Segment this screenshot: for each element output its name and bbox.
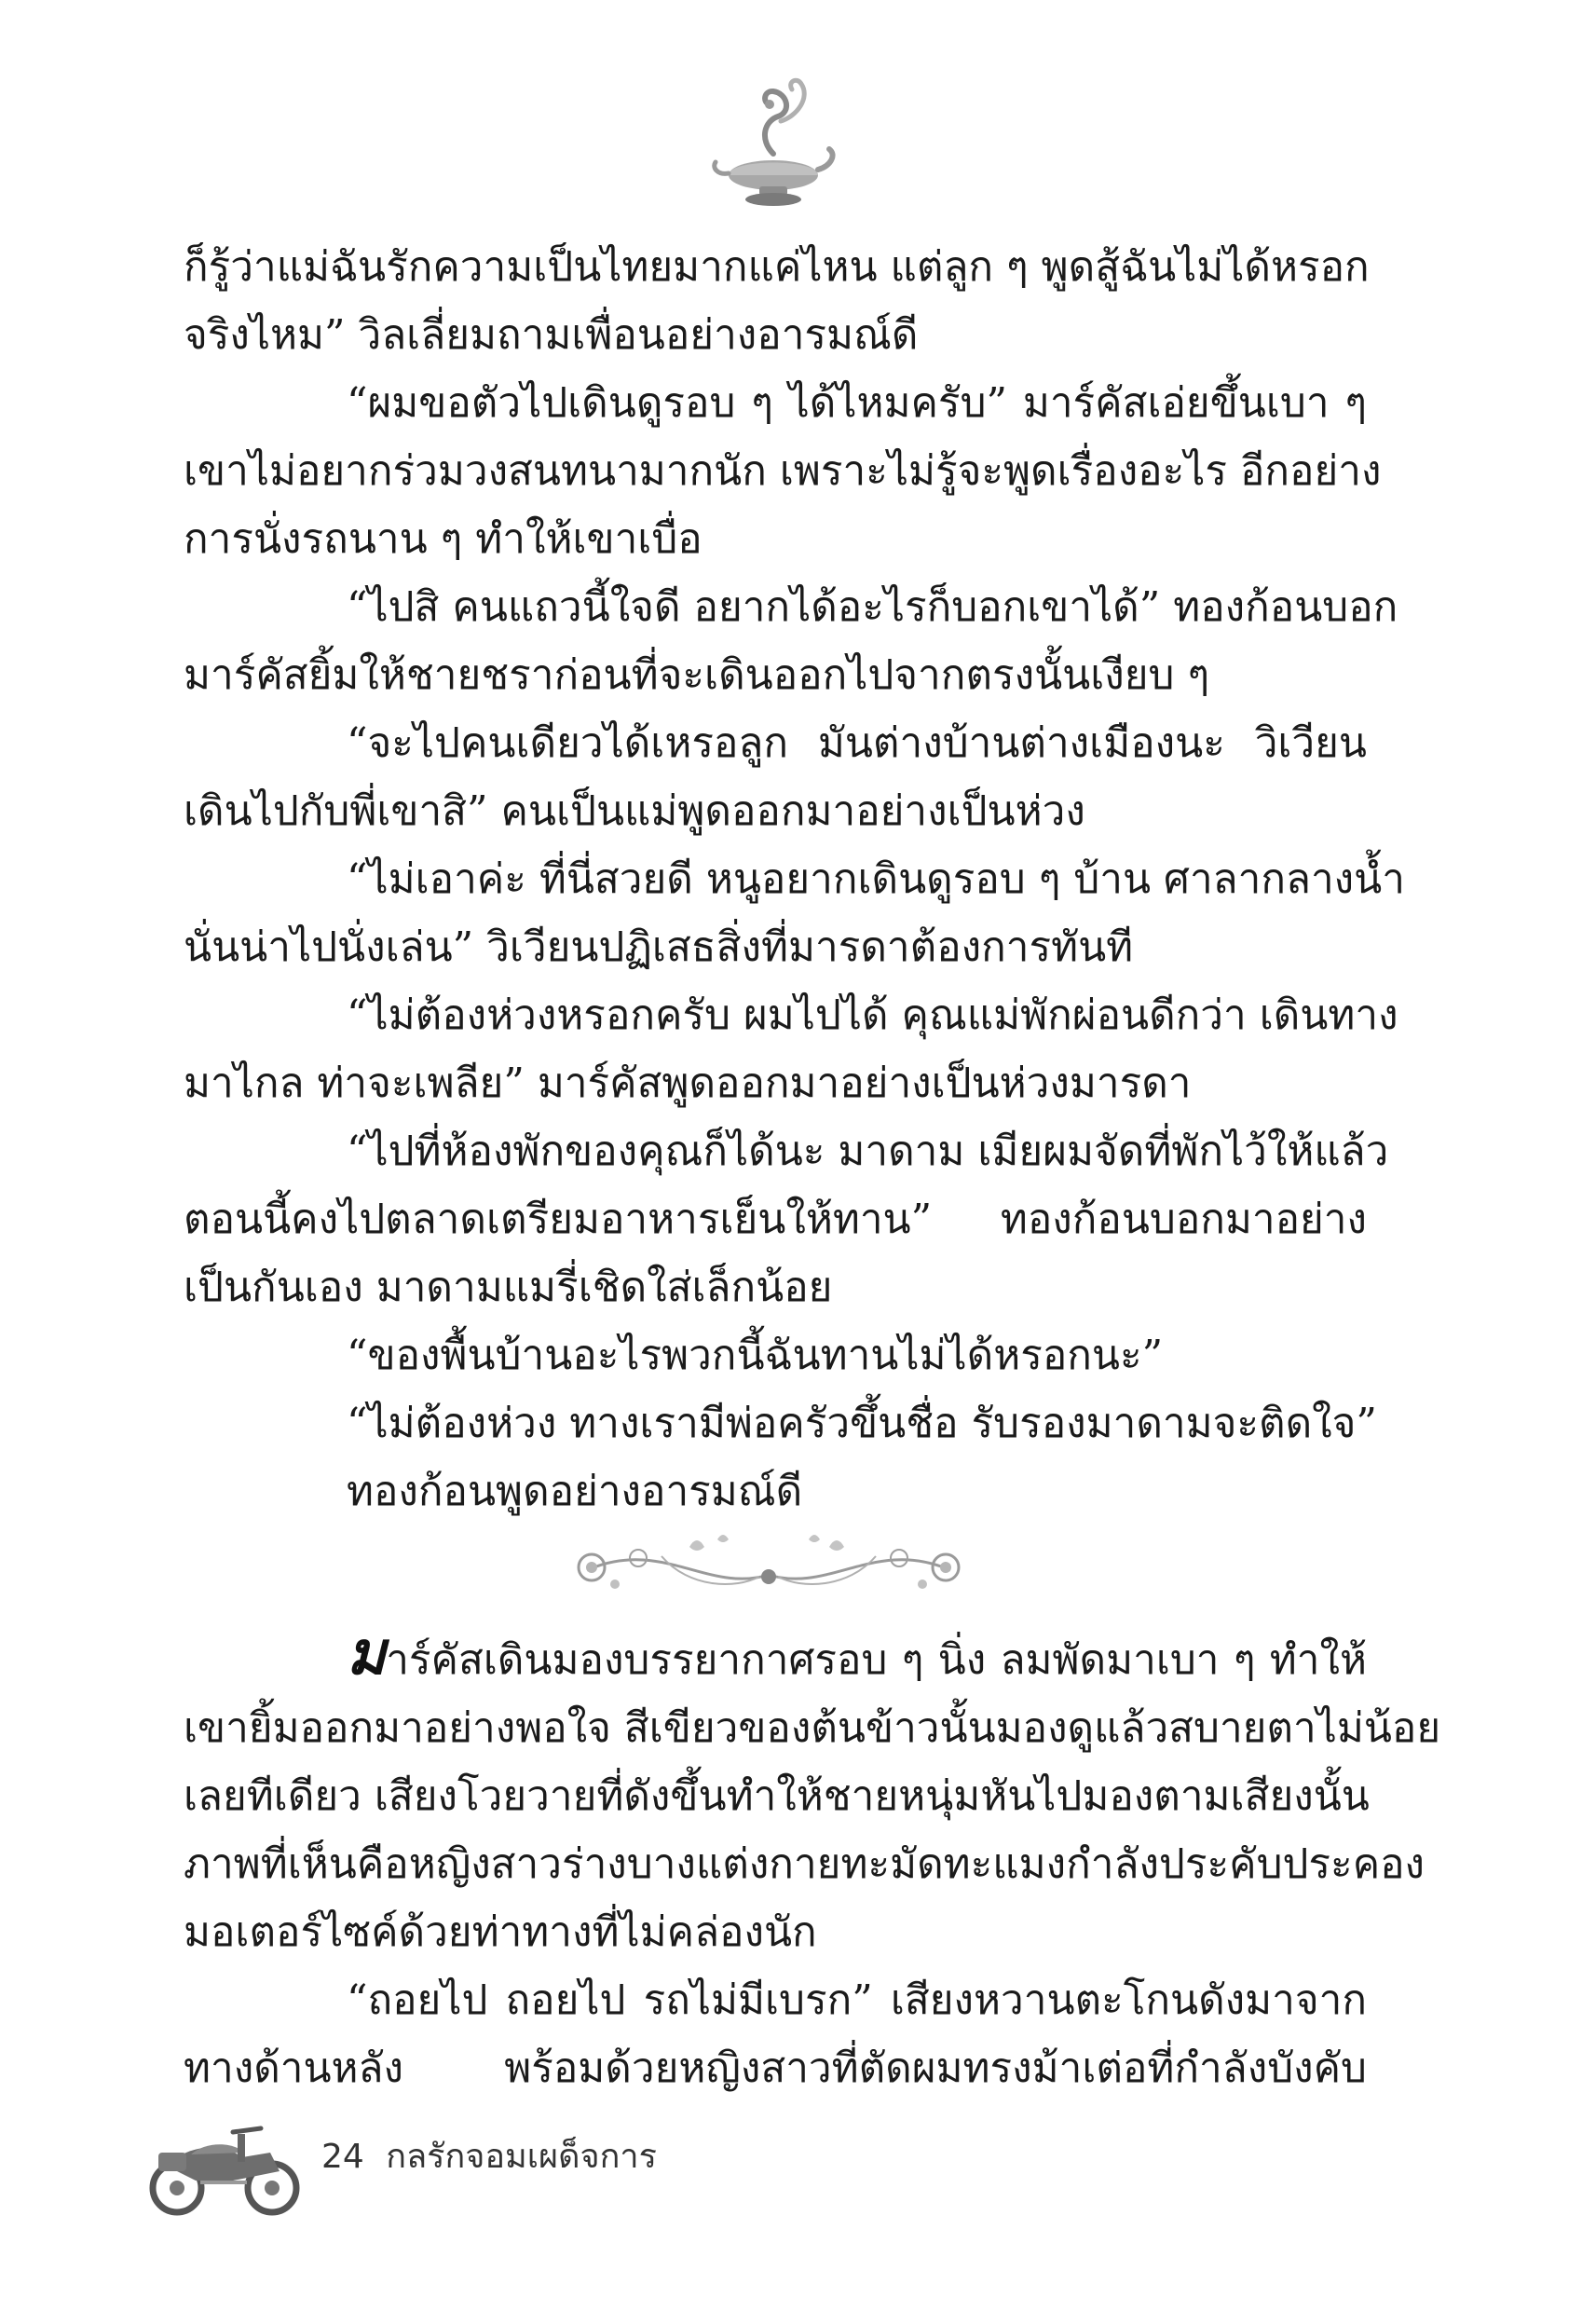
body-text-section-2 [184,1619,1441,2102]
body-text-section-1 [184,233,1405,1525]
genie-lamp-icon [708,65,839,214]
text-line: มาไกล ท่าจะเพลีย” มาร์คัสพูดออกมาอย่างเป็นห่วงมารดา [184,1060,1192,1107]
text-line: ทองก้อนพูดอย่างอารมณ์ดี [347,1468,803,1515]
text-line: ก็รู้ว่าแม่ฉันรักความเป็นไทยมากแค่ไหน แต่ลูก ๆ พูดสู้ฉันไม่ได้หรอก [184,243,1370,291]
text-line: “ของพื้นบ้านอะไรพวกนี้ฉันทานไม่ได้หรอกนะ” [347,1332,1164,1379]
footer-text [321,2129,668,2182]
drop-cap: ม [347,1619,387,1689]
text-line: “ไม่เอาค่ะ ที่นี่สวยดี หนูอยากเดินดูรอบ ๆ บ้าน ศาลากลางน้ำ [347,855,1405,903]
text-line: “ถอยไป ถอยไป รถไม่มีเบรก” เสียงหวานตะโกนดังมาจาก [347,1976,1367,2024]
text-line: นั่นน่าไปนั่งเล่น” วิเวียนปฏิเสธสิ่งที่มารดาต้องการทันที [184,923,1134,971]
text-line: มาร์คัสยิ้มให้ชายชราก่อนที่จะเดินออกไปจากตรงนั้นเงียบ ๆ [184,651,1210,699]
text-line: เขาไม่อยากร่วมวงสนทนามากนัก เพราะไม่รู้จะพูดเรื่องอะไร อีกอย่าง [184,447,1382,495]
text-line: “ไม่ต้องห่วงหรอกครับ ผมไปได้ คุณแม่พักผ่อนดีกว่า เดินทาง [347,991,1398,1039]
page-number: 24 [321,2138,364,2176]
text-line: “ไปสิ คนแถวนี้ใจดี อยากได้อะไรก็บอกเขาได้” ทองก้อนบอก [347,583,1398,631]
text-line: ตอนนี้คงไปตลาดเตรียมอาหารเย็นให้ทาน” ทองก้อนบอกมาอย่าง [184,1196,1367,1243]
text-line: ภาพที่เห็นคือหญิงสาวร่างบางแต่งกายทะมัดทะแมงกำลังประคับประคอง [184,1840,1425,1888]
text-line: มอเตอร์ไซค์ด้วยท่าทางที่ไม่คล่องนัก [184,1908,817,1956]
text-line: “ไม่ต้องห่วง ทางเรามีพ่อครัวขึ้นชื่อ รับรองมาดามจะติดใจ” [347,1400,1377,1447]
book-title: กลรักจอมเผด็จการ [386,2138,657,2176]
text-line: “จะไปคนเดียวได้เหรอลูก มันต่างบ้านต่างเมืองนะ วิเวียน [347,719,1367,767]
text-line: เดินไปกับพี่เขาสิ” คนเป็นแม่พูดออกมาอย่างเป็นห่วง [184,787,1085,835]
motorcycle-icon [140,2115,307,2218]
text-line: เป็นกันเอง มาดามแมรี่เชิดใส่เล็กน้อย [184,1264,833,1311]
floral-divider-icon [550,1519,988,1603]
text-line-first [184,1619,1367,1694]
text-line: “ผมขอตัวไปเดินดูรอบ ๆ ได้ไหมครับ” มาร์คัสเอ่ยขึ้นเบา ๆ [347,379,1367,427]
text-line: ทางด้านหลัง พร้อมด้วยหญิงสาวที่ตัดผมทรงม้าเต่อที่กำลังบังคับ [184,2044,1367,2092]
first-line-text: าร์คัสเดินมองบรรยากาศรอบ ๆ นิ่ง ลมพัดมาเบา ๆ ทำให้ [386,1636,1367,1684]
text-line: เลยทีเดียว เสียงโวยวายที่ดังขึ้นทำให้ชายหนุ่มหันไปมองตามเสียงนั้น [184,1772,1370,1820]
text-line: เขายิ้มออกมาอย่างพอใจ สีเขียวของต้นข้าวนั้นมองดูแล้วสบายตาไม่น้อย [184,1704,1441,1752]
text-line: การนั่งรถนาน ๆ ทำให้เขาเบื่อ [184,515,703,563]
text-line: จริงไหม” วิลเลี่ยมถามเพื่อนอย่างอารมณ์ดี [184,311,919,359]
page-footer [0,2101,1596,2213]
text-line: “ไปที่ห้องพักของคุณก็ได้นะ มาดาม เมียผมจัดที่พักไว้ให้แล้ว [347,1128,1389,1175]
